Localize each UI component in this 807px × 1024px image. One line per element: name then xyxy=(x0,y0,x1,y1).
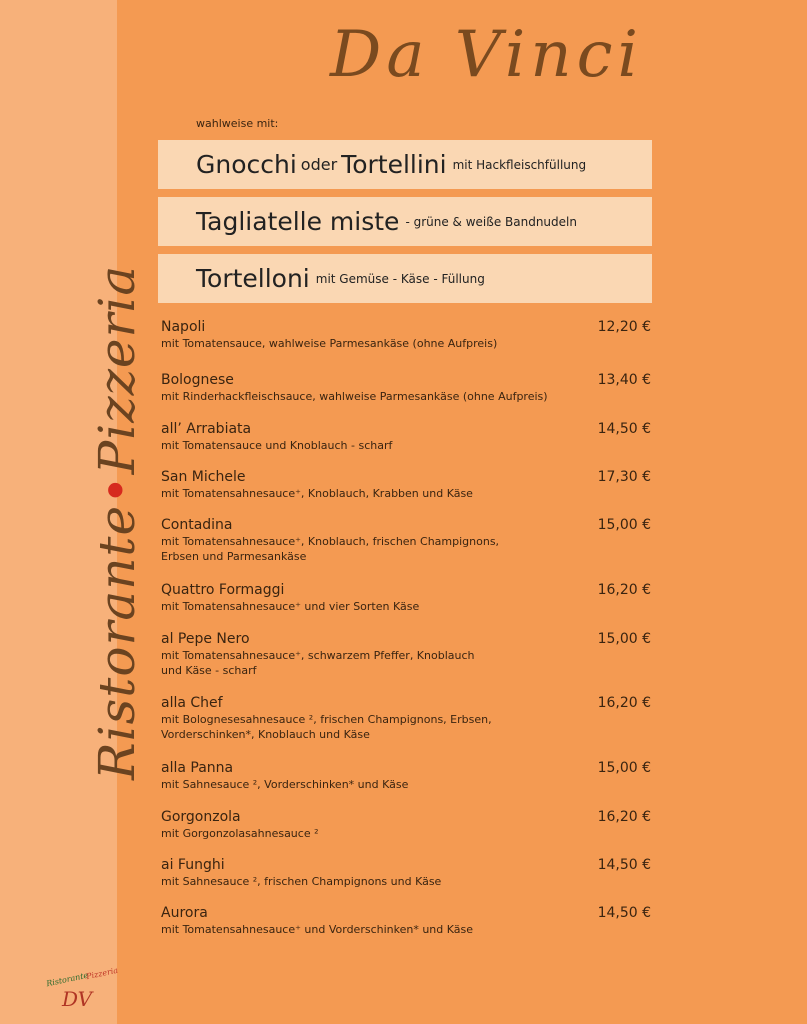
logo-initials: DV xyxy=(62,987,93,1011)
menu-item-price: 16,20 € xyxy=(597,582,651,598)
menu-item-aurora xyxy=(161,904,653,937)
menu-item-desc: mit Tomatensahnesauce⁺, schwarzem Pfeffer, Knoblauch xyxy=(161,649,475,662)
menu-item-desc: mit Tomatensahnesauce⁺ und Vorderschinken* und Käse xyxy=(161,923,474,936)
menu-item-arrabiata xyxy=(161,420,653,453)
menu-item-price: 14,50 € xyxy=(597,421,651,437)
menu-item-price: 15,00 € xyxy=(597,631,651,647)
menu-item-desc: mit Tomatensauce und Knoblauch - scharf xyxy=(161,439,393,452)
menu-item-desc: mit Sahnesauce ², frischen Champignons und Käse xyxy=(161,875,442,888)
menu-item-price: 16,20 € xyxy=(597,809,651,825)
menu-item-desc: mit Tomatensahnesauce⁺, Knoblauch, frischen Champignons, xyxy=(161,535,500,548)
pasta-option-tortelloni xyxy=(158,254,652,303)
menu-item-desc: mit Bolognesesahnesauce ², frischen Champignons, Erbsen, xyxy=(161,713,492,726)
pasta-note: mit Hackfleischfüllung xyxy=(452,157,587,172)
menu-item-title: alla Chef xyxy=(161,695,223,711)
menu-item-desc-2: Vorderschinken*, Knoblauch und Käse xyxy=(161,728,370,741)
pasta-option-tagliatelle xyxy=(158,197,652,246)
pasta-name: Tagliatelle miste xyxy=(196,207,400,236)
menu-item-price: 14,50 € xyxy=(597,857,651,873)
menu-item-desc: mit Sahnesauce ², Vorderschinken* und Käse xyxy=(161,778,409,791)
menu-item-desc: mit Tomatensauce, wahlweise Parmesankäse (ohne Aufpreis) xyxy=(161,337,498,350)
pasta-option-gnocchi xyxy=(158,140,652,189)
menu-item-ai-funghi xyxy=(161,856,653,889)
menu-item-napoli xyxy=(161,318,653,351)
menu-item-title: all’ Arrabiata xyxy=(161,421,252,437)
menu-item-alla-chef xyxy=(161,694,653,742)
corner-logo xyxy=(40,965,120,1015)
menu-item-title: Bolognese xyxy=(161,372,234,388)
pasta-name: Tortelloni xyxy=(196,264,310,293)
menu-item-price: 14,50 € xyxy=(597,905,651,921)
menu-item-title: Quattro Formaggi xyxy=(161,582,285,598)
menu-item-desc: mit Tomatensahnesauce⁺, Knoblauch, Krabben und Käse xyxy=(161,487,473,500)
pre-label: wahlweise mit: xyxy=(196,117,279,130)
menu-item-title: San Michele xyxy=(161,469,246,485)
menu-item-contadina xyxy=(161,516,653,564)
pasta-note: mit Gemüse - Käse - Füllung xyxy=(315,271,485,286)
menu-item-title: alla Panna xyxy=(161,760,234,776)
menu-item-san-michele xyxy=(161,468,653,501)
menu-item-price: 17,30 € xyxy=(597,469,651,485)
sidebar xyxy=(0,0,146,1024)
pasta-name: Gnocchi xyxy=(196,150,297,179)
menu-item-price: 16,20 € xyxy=(597,695,651,711)
menu-item-title: Aurora xyxy=(161,905,208,921)
pasta-conjunction: oder xyxy=(300,155,338,174)
vertical-title xyxy=(88,265,146,780)
logo-script-right: Pizzeria xyxy=(85,965,119,982)
menu-item-desc-2: Erbsen und Parmesankäse xyxy=(161,550,307,563)
menu-item-desc: mit Rinderhackfleischsauce, wahlweise Parmesankäse (ohne Aufpreis) xyxy=(161,390,548,403)
menu-item-quattro-formaggi xyxy=(161,581,653,614)
pasta-note: - grüne & weiße Bandnudeln xyxy=(405,214,577,229)
menu-item-title: al Pepe Nero xyxy=(161,631,250,647)
menu-item-pepe-nero xyxy=(161,630,653,678)
menu-item-alla-panna xyxy=(161,759,653,792)
menu-item-gorgonzola xyxy=(161,808,653,841)
vertical-title-ristorante: Ristorante xyxy=(88,504,146,780)
menu-item-title: Gorgonzola xyxy=(161,809,241,825)
logo-script-left: Ristorante xyxy=(45,970,89,989)
menu-item-desc: mit Gorgonzolasahnesauce ² xyxy=(161,827,319,840)
menu-item-price: 12,20 € xyxy=(597,319,651,335)
menu-item-bolognese xyxy=(161,371,653,404)
menu-item-price: 15,00 € xyxy=(597,760,651,776)
brand-title: Da Vinci xyxy=(330,18,643,92)
menu-item-title: Napoli xyxy=(161,319,206,335)
pasta-name-2: Tortellini xyxy=(341,150,447,179)
menu-item-title: Contadina xyxy=(161,517,233,533)
menu-item-price: 15,00 € xyxy=(597,517,651,533)
menu-item-desc: mit Tomatensahnesauce⁺ und vier Sorten Käse xyxy=(161,600,420,613)
vertical-title-pizzeria: Pizzeria xyxy=(88,264,146,475)
vertical-title-dot: • xyxy=(88,474,146,505)
menu-item-price: 13,40 € xyxy=(597,372,651,388)
menu-item-desc-2: und Käse - scharf xyxy=(161,664,257,677)
menu-item-title: ai Funghi xyxy=(161,857,225,873)
